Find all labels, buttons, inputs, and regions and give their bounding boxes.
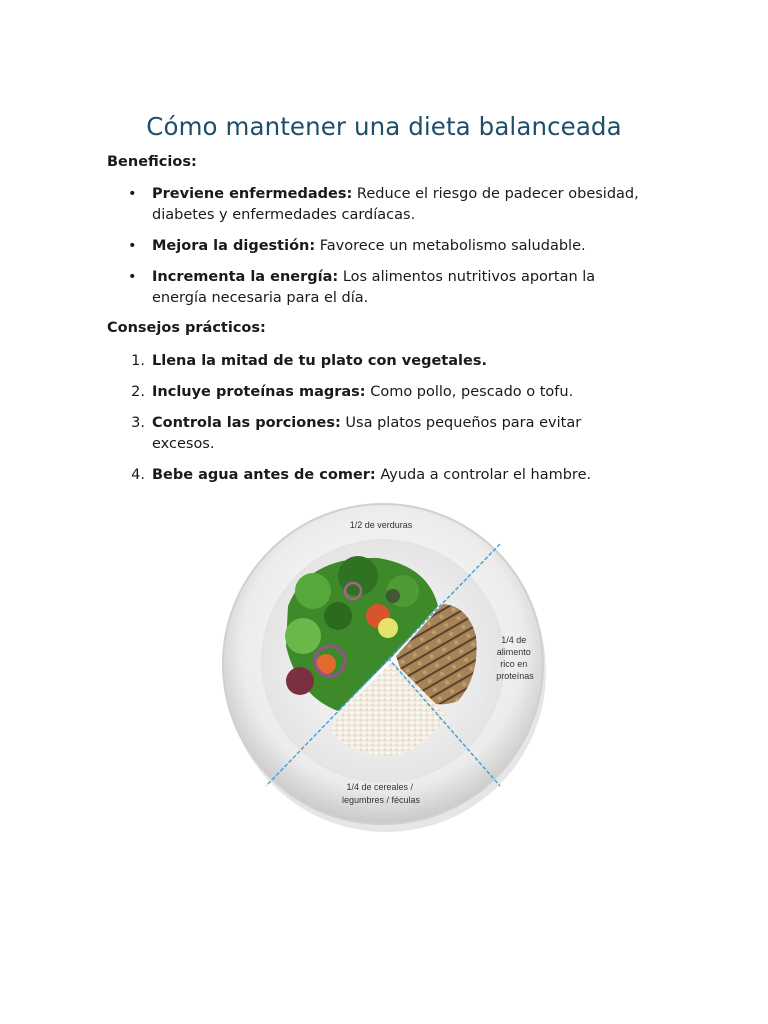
tips-heading: Consejos prácticos:	[107, 320, 266, 336]
page-title: Cómo mantener una dieta balanceada	[146, 112, 622, 141]
benefit-text: Favorece un metabolismo saludable.	[315, 238, 586, 254]
benefit-title: Incrementa la energía:	[152, 269, 339, 285]
tip-text: Como pollo, pescado o tofu.	[365, 384, 574, 400]
label-protein: 1/4 de alimento rico en proteínas	[496, 635, 534, 681]
benefit-title: Previene enfermedades:	[152, 186, 353, 202]
benefit-text: Los alimentos nutritivos aportan la energía necesaria para el día.	[152, 269, 596, 306]
label-vegetables: 1/2 de verduras	[349, 520, 413, 530]
bullet-marker: •	[128, 238, 137, 254]
bullet-marker: •	[128, 269, 137, 285]
list-number: 1.	[131, 353, 145, 369]
tip-text: Usa platos pequeños para evitar excesos.	[152, 415, 582, 452]
benefit-text: Reduce el riesgo de padecer obesidad, diabetes y enfermedades cardíacas.	[152, 186, 639, 223]
tip-text: Ayuda a controlar el hambre.	[375, 467, 592, 483]
list-number: 3.	[131, 415, 145, 431]
label-grains: 1/4 de cereales / legumbres / féculas	[341, 782, 421, 805]
plate-illustration	[218, 496, 548, 836]
tip-title: Bebe agua antes de comer:	[152, 467, 376, 483]
benefit-title: Mejora la digestión:	[152, 238, 316, 254]
list-number: 2.	[131, 384, 145, 400]
tip-title: Llena la mitad de tu plato con vegetales.	[152, 353, 487, 369]
benefits-heading: Beneficios:	[107, 154, 197, 170]
bullet-marker: •	[128, 186, 137, 202]
tip-title: Incluye proteínas magras:	[152, 384, 366, 400]
list-number: 4.	[131, 467, 145, 483]
tip-title: Controla las porciones:	[152, 415, 341, 431]
